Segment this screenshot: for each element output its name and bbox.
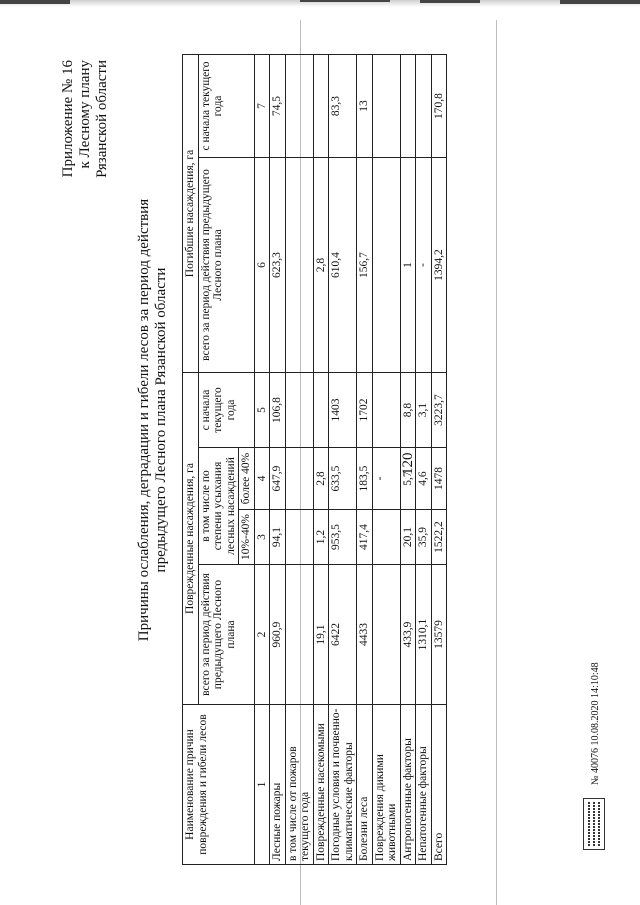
row-value: 2,8 <box>313 448 329 510</box>
header-total-period: всего за период действия предыдущего Лесного плана <box>198 565 254 705</box>
row-value: - <box>416 158 432 373</box>
row-value: 83,3 <box>329 54 357 157</box>
column-number: 1 <box>254 705 270 865</box>
row-value <box>372 158 400 373</box>
row-cause-name: Болезни леса <box>357 705 373 865</box>
row-value: 647,9 <box>270 448 286 510</box>
row-value <box>285 448 313 510</box>
row-value: 1702 <box>357 373 373 448</box>
row-value <box>372 373 400 448</box>
table-row <box>329 54 357 864</box>
row-value: 633,5 <box>329 448 357 510</box>
header-degree-10-40: 10%-40% <box>239 510 255 565</box>
row-value: 433,9 <box>400 565 416 705</box>
appendix-label <box>60 60 111 240</box>
row-value: 1310,1 <box>416 565 432 705</box>
row-value: 170,8 <box>431 54 447 157</box>
row-value: 610,4 <box>329 158 357 373</box>
header-dead-since-year: с начала текущего года <box>198 54 254 157</box>
row-value <box>285 565 313 705</box>
row-value: 183,5 <box>357 448 373 510</box>
registration-stamp <box>583 798 605 850</box>
row-value <box>372 54 400 157</box>
table-row <box>285 54 313 864</box>
row-value: 8,8 <box>400 373 416 448</box>
row-value: - <box>372 448 400 510</box>
row-value: 6422 <box>329 565 357 705</box>
row-value: 13 <box>357 54 373 157</box>
row-value: 13579 <box>431 565 447 705</box>
row-cause-name: Повреждения дикими животными <box>372 705 400 865</box>
column-number: 5 <box>254 373 270 448</box>
row-value: 1522,2 <box>431 510 447 565</box>
row-value: 3223,7 <box>431 373 447 448</box>
column-number: 7 <box>254 54 270 157</box>
table-row <box>400 54 416 864</box>
column-number: 4 <box>254 448 270 510</box>
row-value <box>372 565 400 705</box>
table-body <box>254 54 447 864</box>
row-value: 74,5 <box>270 54 286 157</box>
row-value: 1403 <box>329 373 357 448</box>
row-value: 417,4 <box>357 510 373 565</box>
row-value: 4433 <box>357 565 373 705</box>
appendix-line: к Лесному плану <box>77 60 93 169</box>
row-value <box>285 510 313 565</box>
row-value: 4,6 <box>416 448 432 510</box>
row-value: 35,9 <box>416 510 432 565</box>
row-value <box>400 54 416 157</box>
row-value: 1394,2 <box>431 158 447 373</box>
registration-footer: № 40076 10.08.2020 14:10:48 <box>590 662 601 785</box>
table-row <box>431 54 447 864</box>
row-value: 5,7 <box>400 448 416 510</box>
row-value: 1478 <box>431 448 447 510</box>
row-cause-name: Антропогенные факторы <box>400 705 416 865</box>
title-line: Причины ослабления, деградации и гибели лесов за период действия <box>136 198 152 642</box>
row-value: 623,3 <box>270 158 286 373</box>
row-value: 1 <box>400 158 416 373</box>
row-value <box>285 54 313 157</box>
appendix-line: Рязанской области <box>94 60 110 178</box>
row-cause-name: в том числе от пожаров текущего года <box>285 705 313 865</box>
row-cause-name: Лесные пожары <box>270 705 286 865</box>
header-dead-total-period: всего за период действия предыдущего Лесного плана <box>198 158 254 373</box>
row-value: 960,9 <box>270 565 286 705</box>
title-line: предыдущего Лесного плана Рязанской области <box>153 267 169 573</box>
header-cause: Наименование причин повреждения и гибели лесов <box>183 705 255 865</box>
header-since-year: с начала текущего года <box>198 373 254 448</box>
row-value <box>372 510 400 565</box>
row-value <box>285 373 313 448</box>
row-value <box>416 54 432 157</box>
row-value: 3,1 <box>416 373 432 448</box>
row-value: 106,8 <box>270 373 286 448</box>
column-number: 6 <box>254 158 270 373</box>
table-row <box>416 54 432 864</box>
row-value: 19,1 <box>313 565 329 705</box>
table-row <box>313 54 329 864</box>
forest-damage-table <box>182 54 447 865</box>
table-row <box>270 54 286 864</box>
column-number: 2 <box>254 565 270 705</box>
header-by-degree: в том числе по степени усыхания лесных насаждений <box>198 448 239 565</box>
row-value: 156,7 <box>357 158 373 373</box>
table-row <box>357 54 373 864</box>
header-degree-over-40: более 40% <box>239 448 255 510</box>
header-damaged: Поврежденные насаждения, га <box>183 373 199 705</box>
row-value <box>313 373 329 448</box>
row-cause-name: Всего <box>431 705 447 865</box>
row-cause-name: Поврежденные насекомыми <box>313 705 329 865</box>
row-value: 953,5 <box>329 510 357 565</box>
column-number-row <box>254 54 270 864</box>
row-value <box>313 54 329 157</box>
table-row <box>372 54 400 864</box>
row-value: 20,1 <box>400 510 416 565</box>
page-number: 120 <box>400 452 416 475</box>
row-value: 94,1 <box>270 510 286 565</box>
appendix-line: Приложение № 16 <box>60 60 76 178</box>
row-value <box>285 158 313 373</box>
row-value: 1,2 <box>313 510 329 565</box>
column-number: 3 <box>254 510 270 565</box>
row-cause-name: Погодные условия и почвенно-климатические факторы <box>329 705 357 865</box>
row-value: 2,8 <box>313 158 329 373</box>
header-dead: Погибшие насаждения, га <box>183 54 199 372</box>
row-cause-name: Непатогенные факторы <box>416 705 432 865</box>
document-title <box>136 105 170 735</box>
